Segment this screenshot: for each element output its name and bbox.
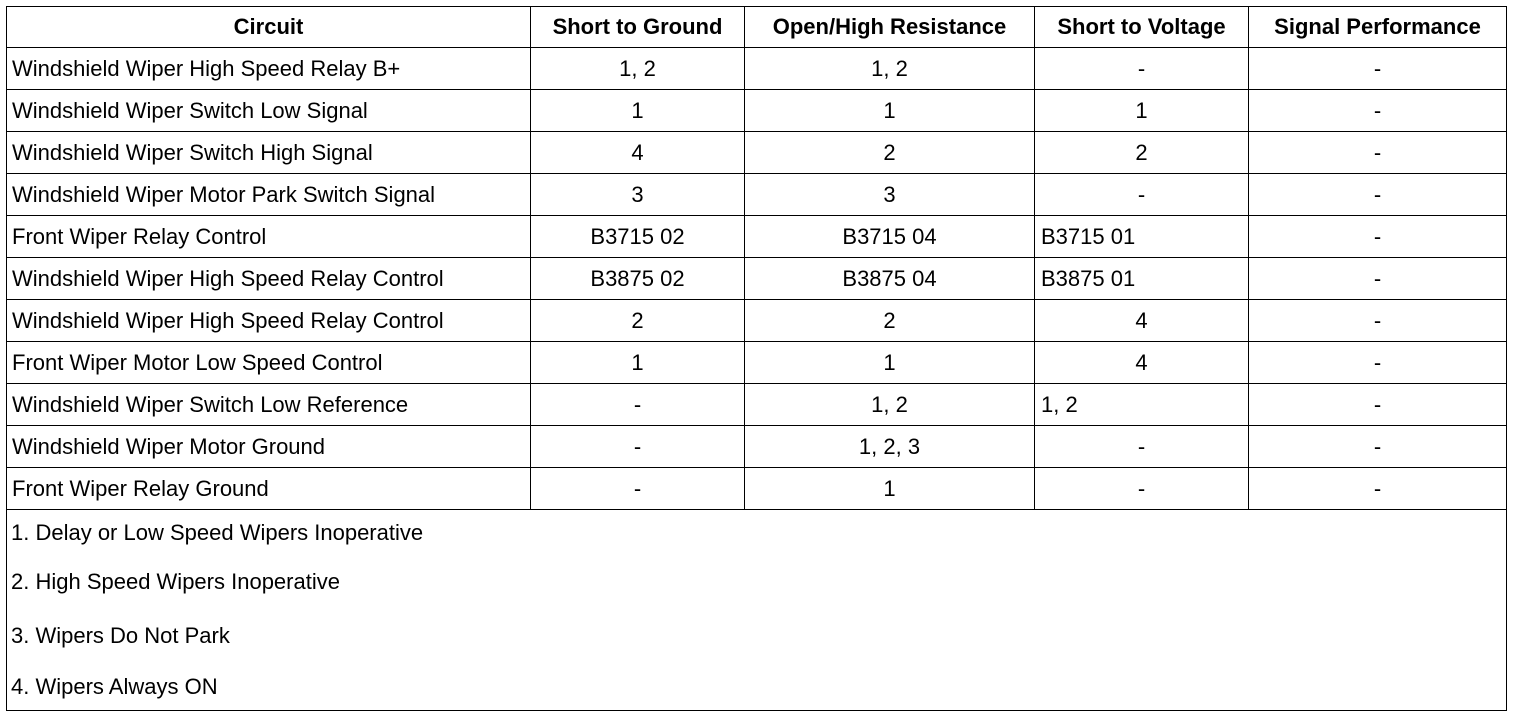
open-high-resistance-cell: B3875 04 [745,258,1035,300]
header-signal-performance: Signal Performance [1249,7,1507,48]
table-row [7,258,1507,300]
footnote-row [7,609,1507,663]
circuit-cell: Windshield Wiper High Speed Relay B+ [7,48,531,90]
signal-performance-cell: - [1249,468,1507,510]
table-row [7,132,1507,174]
open-high-resistance-cell: 1, 2, 3 [745,426,1035,468]
footnote: 1. Delay or Low Speed Wipers Inoperative [7,510,1507,556]
circuit-cell: Windshield Wiper High Speed Relay Control [7,300,531,342]
short-to-ground-cell: 1, 2 [531,48,745,90]
circuit-cell: Front Wiper Relay Control [7,216,531,258]
footnote: 3. Wipers Do Not Park [7,609,1507,663]
table-row [7,468,1507,510]
short-to-ground-cell: 2 [531,300,745,342]
short-to-voltage-cell: - [1035,48,1249,90]
table-row [7,216,1507,258]
footnote: 4. Wipers Always ON [7,663,1507,711]
header-open-high-resistance: Open/High Resistance [745,7,1035,48]
table-row [7,426,1507,468]
short-to-ground-cell: - [531,468,745,510]
table-row [7,48,1507,90]
circuit-diagnosis-table [6,6,1507,711]
short-to-voltage-cell: B3875 01 [1035,258,1249,300]
header-circuit: Circuit [7,7,531,48]
circuit-cell: Windshield Wiper Motor Park Switch Signal [7,174,531,216]
header-short-to-ground: Short to Ground [531,7,745,48]
circuit-cell: Windshield Wiper Switch High Signal [7,132,531,174]
short-to-ground-cell: 3 [531,174,745,216]
signal-performance-cell: - [1249,216,1507,258]
short-to-voltage-cell: 2 [1035,132,1249,174]
short-to-voltage-cell: 4 [1035,300,1249,342]
footnote-row [7,555,1507,609]
short-to-ground-cell: 4 [531,132,745,174]
signal-performance-cell: - [1249,426,1507,468]
open-high-resistance-cell: 1, 2 [745,48,1035,90]
signal-performance-cell: - [1249,342,1507,384]
short-to-voltage-cell: 4 [1035,342,1249,384]
signal-performance-cell: - [1249,48,1507,90]
short-to-ground-cell: - [531,426,745,468]
short-to-ground-cell: - [531,384,745,426]
open-high-resistance-cell: B3715 04 [745,216,1035,258]
footnote: 2. High Speed Wipers Inoperative [7,555,1507,609]
short-to-ground-cell: 1 [531,342,745,384]
short-to-ground-cell: B3715 02 [531,216,745,258]
footnote-row [7,663,1507,711]
open-high-resistance-cell: 3 [745,174,1035,216]
open-high-resistance-cell: 1 [745,468,1035,510]
short-to-voltage-cell: 1 [1035,90,1249,132]
table-row [7,90,1507,132]
header-row [7,7,1507,48]
signal-performance-cell: - [1249,258,1507,300]
short-to-ground-cell: B3875 02 [531,258,745,300]
circuit-cell: Windshield Wiper Motor Ground [7,426,531,468]
signal-performance-cell: - [1249,174,1507,216]
open-high-resistance-cell: 1 [745,342,1035,384]
open-high-resistance-cell: 1 [745,90,1035,132]
circuit-cell: Windshield Wiper Switch Low Signal [7,90,531,132]
short-to-voltage-cell: B3715 01 [1035,216,1249,258]
table-row [7,384,1507,426]
short-to-voltage-cell: - [1035,426,1249,468]
short-to-voltage-cell: - [1035,468,1249,510]
short-to-voltage-cell: 1, 2 [1035,384,1249,426]
open-high-resistance-cell: 2 [745,300,1035,342]
signal-performance-cell: - [1249,132,1507,174]
circuit-cell: Front Wiper Motor Low Speed Control [7,342,531,384]
short-to-ground-cell: 1 [531,90,745,132]
circuit-cell: Windshield Wiper High Speed Relay Control [7,258,531,300]
header-short-to-voltage: Short to Voltage [1035,7,1249,48]
table-row [7,342,1507,384]
open-high-resistance-cell: 2 [745,132,1035,174]
open-high-resistance-cell: 1, 2 [745,384,1035,426]
signal-performance-cell: - [1249,300,1507,342]
circuit-cell: Windshield Wiper Switch Low Reference [7,384,531,426]
footnote-row [7,510,1507,556]
signal-performance-cell: - [1249,90,1507,132]
signal-performance-cell: - [1249,384,1507,426]
table-row [7,300,1507,342]
short-to-voltage-cell: - [1035,174,1249,216]
circuit-cell: Front Wiper Relay Ground [7,468,531,510]
table-row [7,174,1507,216]
